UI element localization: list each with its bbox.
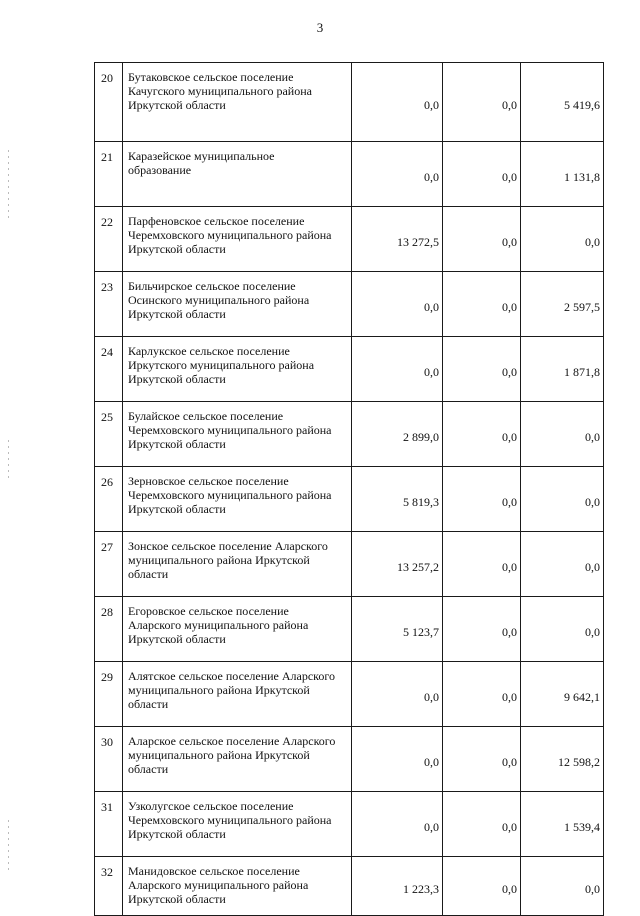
value-column-3: 1 539,4 [521,792,604,857]
value-column-2: 0,0 [443,467,521,532]
value-column-1: 0,0 [352,63,443,142]
row-number: 31 [95,792,123,857]
row-number: 22 [95,207,123,272]
settlement-name: Бильчирское сельское поселение Осинского муниципального района Иркутской области [123,272,352,337]
value-column-3: 0,0 [521,857,604,916]
value-column-2: 0,0 [443,402,521,467]
value-column-2: 0,0 [443,207,521,272]
table-row [95,402,604,467]
value-column-2: 0,0 [443,337,521,402]
row-number: 29 [95,662,123,727]
value-column-1: 0,0 [352,792,443,857]
table-row [95,792,604,857]
table-row [95,532,604,597]
row-number: 21 [95,142,123,207]
value-column-3: 0,0 [521,597,604,662]
row-number: 23 [95,272,123,337]
value-column-3: 12 598,2 [521,727,604,792]
table-row [95,142,604,207]
table-row [95,857,604,916]
value-column-2: 0,0 [443,727,521,792]
table-row [95,727,604,792]
value-column-3: 1 131,8 [521,142,604,207]
settlement-name: Узколугское сельское поселение Черемховского муниципального района Иркутской области [123,792,352,857]
value-column-2: 0,0 [443,597,521,662]
value-column-1: 5 123,7 [352,597,443,662]
value-column-2: 0,0 [443,63,521,142]
settlement-name: Манидовское сельское поселение Аларского муниципального района Иркутской области [123,857,352,916]
settlement-name: Бутаковское сельское поселение Качугского муниципального района Иркутской области [123,63,352,142]
row-number: 32 [95,857,123,916]
binding-hole-mark [8,440,9,480]
table-row [95,597,604,662]
page-number: 3 [316,20,324,35]
value-column-1: 0,0 [352,662,443,727]
row-number: 28 [95,597,123,662]
table-row [95,662,604,727]
table-row [95,272,604,337]
settlement-name: Алятское сельское поселение Аларского муниципального района Иркутской области [123,662,352,727]
settlement-name: Зонское сельское поселение Аларского муниципального района Иркутской области [123,532,352,597]
row-number: 25 [95,402,123,467]
settlement-name: Булайское сельское поселение Черемховского муниципального района Иркутской области [123,402,352,467]
value-column-2: 0,0 [443,662,521,727]
value-column-3: 5 419,6 [521,63,604,142]
settlement-name: Парфеновское сельское поселение Черемховского муниципального района Иркутской области [123,207,352,272]
settlement-name: Зерновское сельское поселение Черемховского муниципального района Иркутской области [123,467,352,532]
value-column-1: 13 272,5 [352,207,443,272]
value-column-1: 1 223,3 [352,857,443,916]
value-column-3: 2 597,5 [521,272,604,337]
value-column-1: 0,0 [352,727,443,792]
table-row [95,207,604,272]
table-row [95,467,604,532]
settlement-name: Егоровское сельское поселение Аларского муниципального района Иркутской области [123,597,352,662]
table-row [95,63,604,142]
value-column-2: 0,0 [443,272,521,337]
settlement-name: Каразейское муниципальное образование [123,142,352,207]
value-column-1: 2 899,0 [352,402,443,467]
value-column-3: 0,0 [521,207,604,272]
row-number: 20 [95,63,123,142]
value-column-3: 0,0 [521,402,604,467]
value-column-2: 0,0 [443,792,521,857]
binding-hole-mark [8,820,9,870]
value-column-2: 0,0 [443,142,521,207]
row-number: 26 [95,467,123,532]
value-column-3: 0,0 [521,467,604,532]
value-column-1: 0,0 [352,142,443,207]
row-number: 30 [95,727,123,792]
value-column-2: 0,0 [443,857,521,916]
settlement-name: Аларское сельское поселение Аларского муниципального района Иркутской области [123,727,352,792]
table-row [95,337,604,402]
value-column-1: 0,0 [352,337,443,402]
value-column-3: 0,0 [521,532,604,597]
value-column-3: 1 871,8 [521,337,604,402]
value-column-1: 0,0 [352,272,443,337]
value-column-1: 5 819,3 [352,467,443,532]
row-number: 24 [95,337,123,402]
value-column-2: 0,0 [443,532,521,597]
funding-table [94,62,604,916]
row-number: 27 [95,532,123,597]
value-column-3: 9 642,1 [521,662,604,727]
value-column-1: 13 257,2 [352,532,443,597]
settlement-name: Карлукское сельское поселение Иркутского муниципального района Иркутской области [123,337,352,402]
binding-hole-mark [8,150,9,220]
